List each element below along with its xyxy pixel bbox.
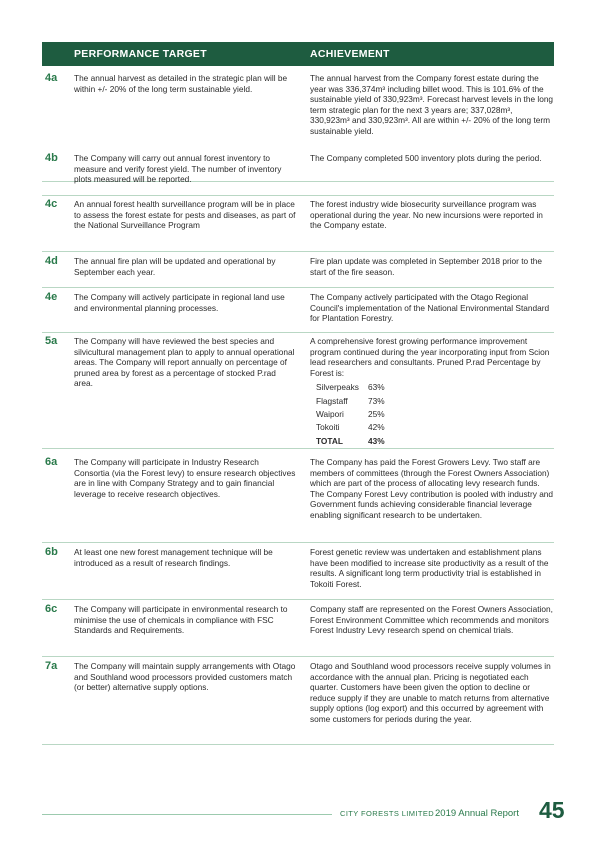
- table-row: [42, 336, 554, 449]
- forest-name: Tokoiti: [316, 422, 340, 433]
- table-row: [42, 547, 554, 600]
- row-number: 6a: [45, 456, 58, 468]
- achievement-text: Company staff are represented on the Forest Owners Association, Forest Environment Committee which recommends and monitors Forest Industry Levy research spend on chemical trials.: [310, 604, 553, 636]
- pruned-total-row: [316, 435, 554, 448]
- forest-name: Waipori: [316, 408, 344, 419]
- row-number: 4c: [45, 198, 58, 210]
- total-label: TOTAL: [316, 435, 343, 446]
- achievement-text: Forest genetic review was undertaken and establishment plans have been modified to increase site productivity as a result of the results. A significant long term productivity trial is established in Tokoiti Forest.: [310, 547, 549, 589]
- achievement-text: The Company has paid the Forest Growers Levy. Two staff are members of committees (through the Forest Owners Association) which are part of the process of allocating levy research funds. The Company Forest Levy contribution is pooled with industry and Government funds achieving considerable financial leverage enabling significant research to be undertaken.: [310, 457, 554, 520]
- page-footer: [42, 797, 565, 828]
- header-achievement: ACHIEVEMENT: [310, 48, 390, 60]
- performance-target-text: The Company will actively participate in regional land use and environmental planning processes.: [74, 292, 285, 313]
- achievement-text: The Company actively participated with the Otago Regional Council's implementation of the National Environmental Standard for Plantation Forestry.: [310, 292, 550, 324]
- achievement-text: Fire plan update was completed in September 2018 prior to the start of the fire season.: [310, 256, 542, 277]
- list-item: [316, 381, 554, 394]
- achievement-text: The forest industry wide biosecurity surveillance program was operational during the year. No new incursions were reported in the Company estate.: [310, 199, 543, 231]
- row-number: 4b: [45, 152, 58, 164]
- performance-table: [42, 42, 554, 724]
- row-number: 4d: [45, 255, 58, 267]
- table-header: [42, 42, 554, 66]
- achievement-text: Otago and Southland wood processors receive supply volumes in accordance with the annual plan. Pricing is negotiated each quarter. Customers have been given the option to decline or reduce supply if they are unable to match returns from alternative supply options (log export) and this occurred by agreement with some customers for periods during the year.: [310, 661, 551, 724]
- table-row: [42, 199, 554, 252]
- achievement-text: A comprehensive forest growing performance improvement program continued during the year incorporating input from Scion lead researchers and consultants. Pruned P.rad Percentage by Forest is:: [310, 336, 550, 378]
- forest-name: Silverpeaks: [316, 382, 359, 393]
- table-row: [42, 292, 554, 333]
- row-number: 5a: [45, 335, 58, 347]
- performance-target-text: The Company will have reviewed the best species and silvicultural management plan to apply to annual operational areas. The Company will report annually on percentage of pruned area by forest as a percentage of stocked P.rad area.: [74, 336, 295, 389]
- row-number: 6c: [45, 603, 58, 615]
- performance-target-text: At least one new forest management technique will be introduced as a result of research findings.: [74, 547, 273, 568]
- row-number: 6b: [45, 546, 58, 558]
- company-name: CITY FORESTS LIMITED: [340, 809, 435, 818]
- performance-target-text: The annual fire plan will be updated and operational by September each year.: [74, 256, 276, 277]
- pruned-percentage-list: [316, 381, 554, 447]
- performance-target-text: The Company will participate in Industry Research Consortia (via the Forest levy) to ensure research objectives are in line with Company Strategy and to gain financial leverage to receive research objectives.: [74, 457, 296, 499]
- achievement-cell: [310, 336, 554, 448]
- performance-target-text: The Company will maintain supply arrangements with Otago and Southland wood processors provided customers match (or better) alternative supply options.: [74, 661, 296, 693]
- list-item: [316, 395, 554, 408]
- table-row: [42, 153, 554, 196]
- header-performance-target: PERFORMANCE TARGET: [74, 48, 207, 60]
- pruned-percentage: 42%: [368, 422, 385, 433]
- table-row: [42, 604, 554, 657]
- report-title: 2019 Annual Report: [435, 808, 519, 819]
- total-percentage: 43%: [368, 435, 385, 446]
- pruned-percentage: 63%: [368, 382, 385, 393]
- forest-name: Flagstaff: [316, 395, 348, 406]
- table-row: [42, 256, 554, 288]
- performance-target-text: The annual harvest as detailed in the strategic plan will be within +/- 20% of the long term sustainable yield.: [74, 73, 288, 94]
- pruned-percentage: 73%: [368, 395, 385, 406]
- pruned-percentage: 25%: [368, 408, 385, 419]
- list-item: [316, 408, 554, 421]
- performance-target-text: The Company will carry out annual forest inventory to measure and verify forest yield. The number of inventory plots measured will be reported.: [74, 153, 282, 185]
- row-number: 7a: [45, 660, 58, 672]
- achievement-text: The annual harvest from the Company forest estate during the year was 336,374m³ including billet wood. This is 101.6% of the sustainable yield of 330,923m³. Forecast harvest levels in the long term strategic plan for the next 3 years are; 337,028m³, 330,923m³ and 330,923m³. All are within +/- 20% of the long term sustainable yield.: [310, 73, 554, 136]
- performance-target-text: An annual forest health surveillance program will be in place to assess the forest estate for pests and diseases, as part of the National Surveillance Program: [74, 199, 296, 231]
- footer-divider: [42, 814, 332, 815]
- row-number: 4e: [45, 291, 58, 303]
- table-row: [42, 457, 554, 543]
- list-item: [316, 421, 554, 434]
- performance-target-text: The Company will participate in environmental research to minimise the use of chemicals in compliance with FSC Standards and Requirements.: [74, 604, 288, 636]
- row-number: 4a: [45, 72, 58, 84]
- table-row: [42, 661, 554, 745]
- achievement-text: The Company completed 500 inventory plots during the period.: [310, 153, 542, 163]
- page-number: 45: [539, 797, 565, 823]
